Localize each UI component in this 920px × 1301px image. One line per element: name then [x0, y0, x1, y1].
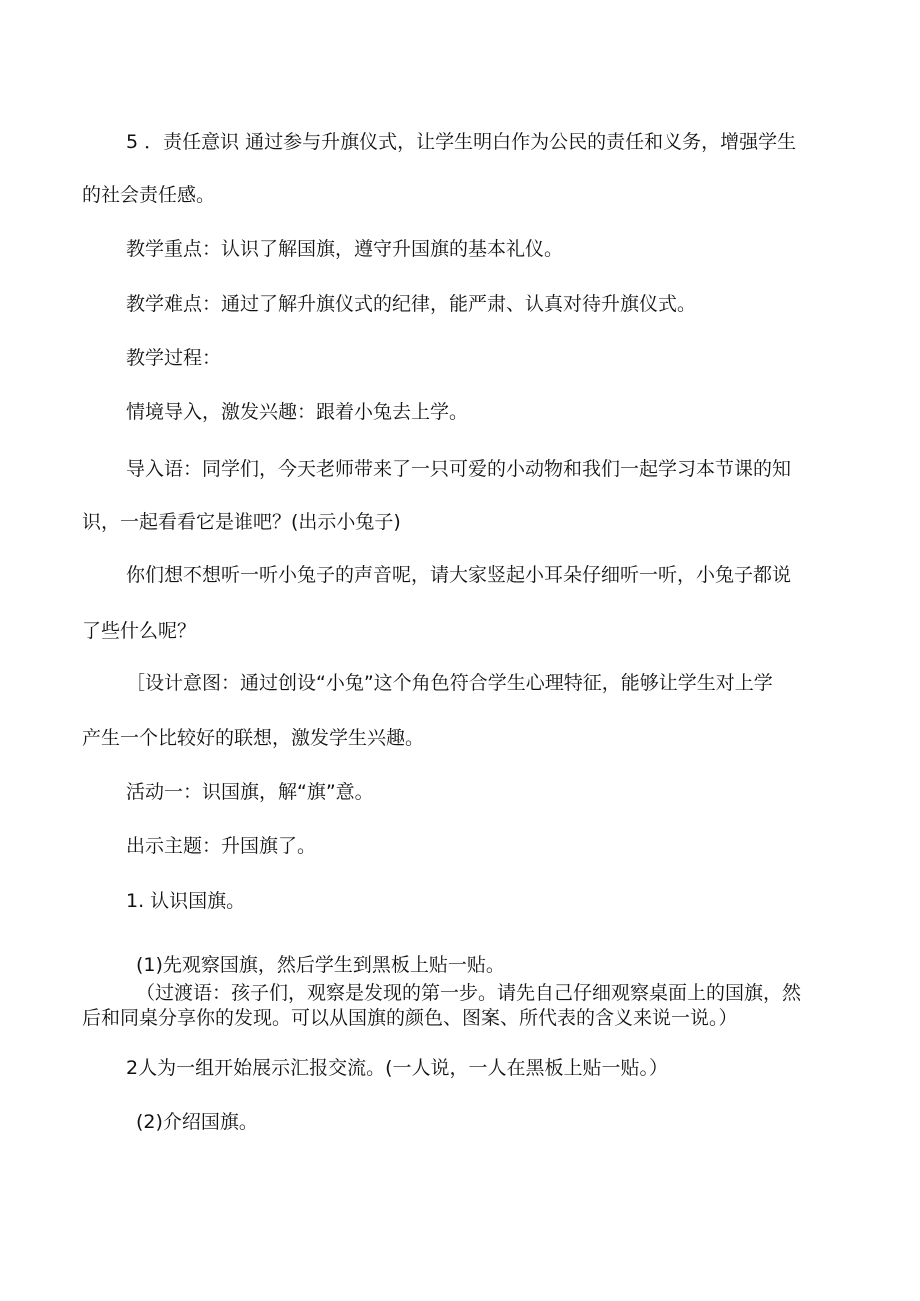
- step-1-heading: 1. 认识国旗。: [126, 890, 246, 912]
- teaching-process-heading: 教学过程：: [126, 347, 222, 369]
- intro-speech: 导入语：同学们，今天老师带来了一只可爱的小动物和我们一起学习本节课的知: [126, 458, 792, 480]
- transition-speech-cont: 后和同桌分享你的发现。可以从国旗的颜色、图案、所代表的含义来说一说。）: [82, 1007, 738, 1029]
- activity-one-heading: 活动一：识国旗，解“旗”意。: [126, 781, 374, 803]
- paragraph-responsibility: 5 ．责任意识 通过参与升旗仪式，让学生明白作为公民的责任和义务，增强学生: [126, 131, 797, 153]
- theme-line: 出示主题：升国旗了。: [126, 835, 317, 857]
- intro-speech-cont: 识，一起看看它是谁吧？(出示小兔子): [82, 511, 401, 533]
- teaching-difficulty: 教学难点：通过了解升旗仪式的纪律，能严肃、认真对待升旗仪式。: [126, 293, 697, 315]
- group-report: 2人为一组开始展示汇报交流。(一人说，一人在黑板上贴一贴。）: [126, 1057, 669, 1079]
- step-1-2: (2)介绍国旗。: [136, 1111, 258, 1133]
- teaching-focus: 教学重点：认识了解国旗，遵守升国旗的基本礼仪。: [126, 238, 564, 260]
- rabbit-question-cont: 了些什么呢？: [82, 620, 197, 642]
- scene-intro: 情境导入，激发兴趣：跟着小兔去上学。: [126, 401, 469, 423]
- design-intent: ［设计意图：通过创设“小兔”这个角色符合学生心理特征，能够让学生对上学: [126, 672, 773, 694]
- transition-speech: （过渡语：孩子们，观察是发现的第一步。请先自己仔细观察桌面上的国旗，然: [136, 982, 802, 1004]
- step-1-1: (1)先观察国旗，然后学生到黑板上贴一贴。: [136, 954, 505, 976]
- design-intent-cont: 产生一个比较好的联想，激发学生兴趣。: [82, 727, 425, 749]
- rabbit-question: 你们想不想听一听小兔子的声音呢，请大家竖起小耳朵仔细听一听，小兔子都说: [126, 564, 792, 586]
- paragraph-responsibility-cont: 的社会责任感。: [82, 184, 216, 206]
